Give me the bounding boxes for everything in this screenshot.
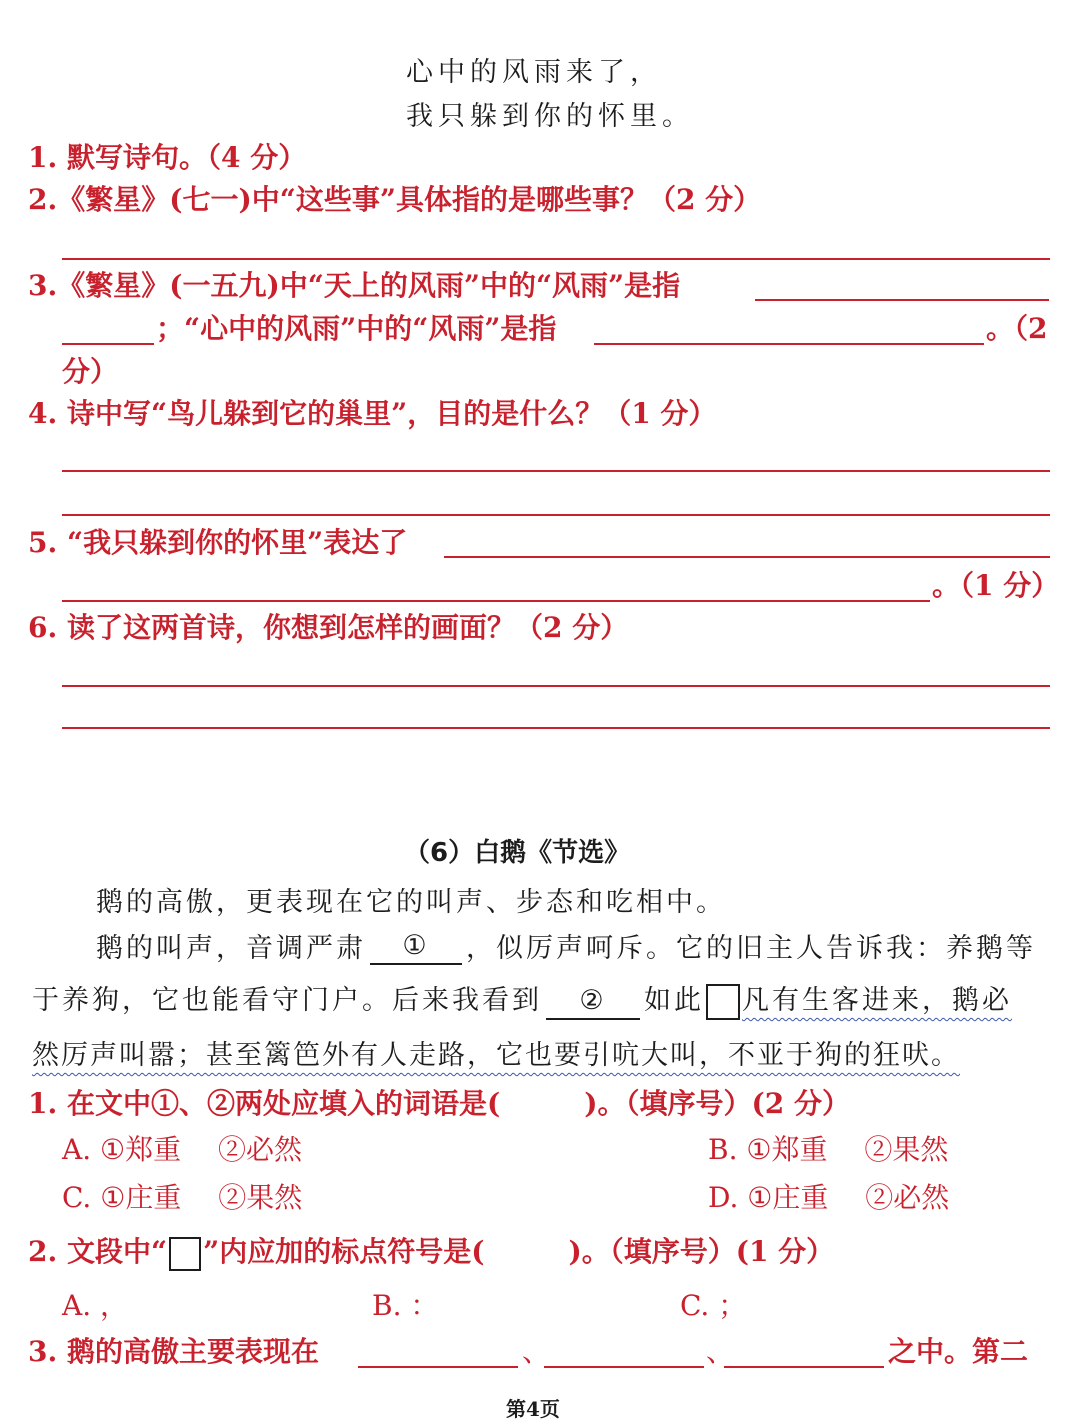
blank-1[interactable]: ① [370,929,462,965]
separator-2: 、 [706,1335,735,1368]
wavy-underlined-text-2: 然厉声叫嚣；甚至篱笆外有人走路，它也要引吭大叫，不亚于狗的狂吠。 [32,1040,960,1071]
question-5-part-b: 。（1 分） [932,569,1060,602]
passage-paragraph-2-line-1 [96,926,1036,965]
option-d[interactable]: D. ①庄重 ②必然 [708,1181,950,1214]
wavy-underlined-text-1: 凡有生客进来，鹅必 [742,985,1012,1016]
question-2: 2.《繁星》(七一)中“这些事”具体指的是哪些事？（2 分） [28,183,762,216]
question-2-3-part-b: 之中。第二 [888,1335,1029,1368]
answer-line-q5-a[interactable] [444,556,1050,558]
question-3-part-c: 。（2 [986,312,1048,345]
poem-line-2: 我只躲到你的怀里。 [406,101,694,132]
option-2-a[interactable]: A. ， [62,1289,129,1322]
passage-paragraph-1: 鹅的高傲，更表现在它的叫声、步态和吃相中。 [96,887,726,918]
option-a[interactable]: A. ①郑重 ②必然 [62,1133,303,1166]
answer-line-q3-a[interactable] [755,299,1049,301]
section-title: （6）白鹅《节选》 [404,838,631,868]
answer-line-q3-a-cont[interactable] [62,343,154,345]
poem-line-1: 心中的风雨来了， [406,57,662,88]
answer-line-q5-b[interactable] [62,600,930,602]
answer-line-2-3-b[interactable] [544,1366,704,1368]
question-text: 2. 文段中“ [28,1235,168,1268]
punctuation-box[interactable] [706,984,740,1020]
answer-line-2-3-a[interactable] [358,1366,518,1368]
passage-text: 如此 [644,985,704,1016]
question-2-3-part-a: 3. 鹅的高傲主要表现在 [28,1335,319,1368]
answer-line-q4-2[interactable] [62,514,1050,516]
question-4: 4. 诗中写“鸟儿躲到它的巢里”，目的是什么？（1 分） [28,397,717,430]
question-2-2 [28,1230,834,1271]
question-5-part-a: 5. “我只躲到你的怀里”表达了 [28,526,408,559]
answer-line-q3-b[interactable] [594,343,984,345]
passage-text: ，似厉声呵斥。它的旧主人告诉我：养鹅等 [466,933,1036,964]
question-3-part-d: 分） [62,355,119,388]
option-2-c[interactable]: C. ； [680,1289,747,1322]
question-6: 6. 读了这两首诗，你想到怎样的画面？（2 分） [28,611,629,644]
answer-line-2-3-c[interactable] [724,1366,884,1368]
blank-2[interactable]: ② [546,984,640,1020]
question-1: 1. 默写诗句。（4 分） [28,141,307,174]
answer-line-q4-1[interactable] [62,470,1050,472]
question-3-part-b: ；“心中的风雨”中的“风雨”是指 [156,312,557,345]
punctuation-box-ref [169,1237,201,1271]
option-2-b[interactable]: B. ： [372,1289,439,1322]
page-number: 第4页 [506,1397,560,1421]
question-3-part-a: 3.《繁星》(一五九)中“天上的风雨”中的“风雨”是指 [28,269,681,302]
passage-text: 于养狗，它也能看守门户。后来我看到 [32,985,542,1016]
answer-line-q2[interactable] [62,258,1050,260]
option-b[interactable]: B. ①郑重 ②果然 [708,1133,949,1166]
passage-paragraph-2-line-2 [32,978,1012,1020]
answer-line-q6-2[interactable] [62,727,1050,729]
passage-paragraph-2-line-3 [32,1033,960,1072]
question-text: ”内应加的标点符号是( )。（填序号）(1 分） [203,1235,835,1268]
question-2-1: 1. 在文中①、②两处应填入的词语是( )。（填序号）(2 分） [28,1087,850,1120]
passage-text: 鹅的叫声，音调严肃 [96,933,366,964]
option-c[interactable]: C. ①庄重 ②果然 [62,1181,303,1214]
answer-line-q6-1[interactable] [62,685,1050,687]
separator-1: 、 [522,1335,551,1368]
